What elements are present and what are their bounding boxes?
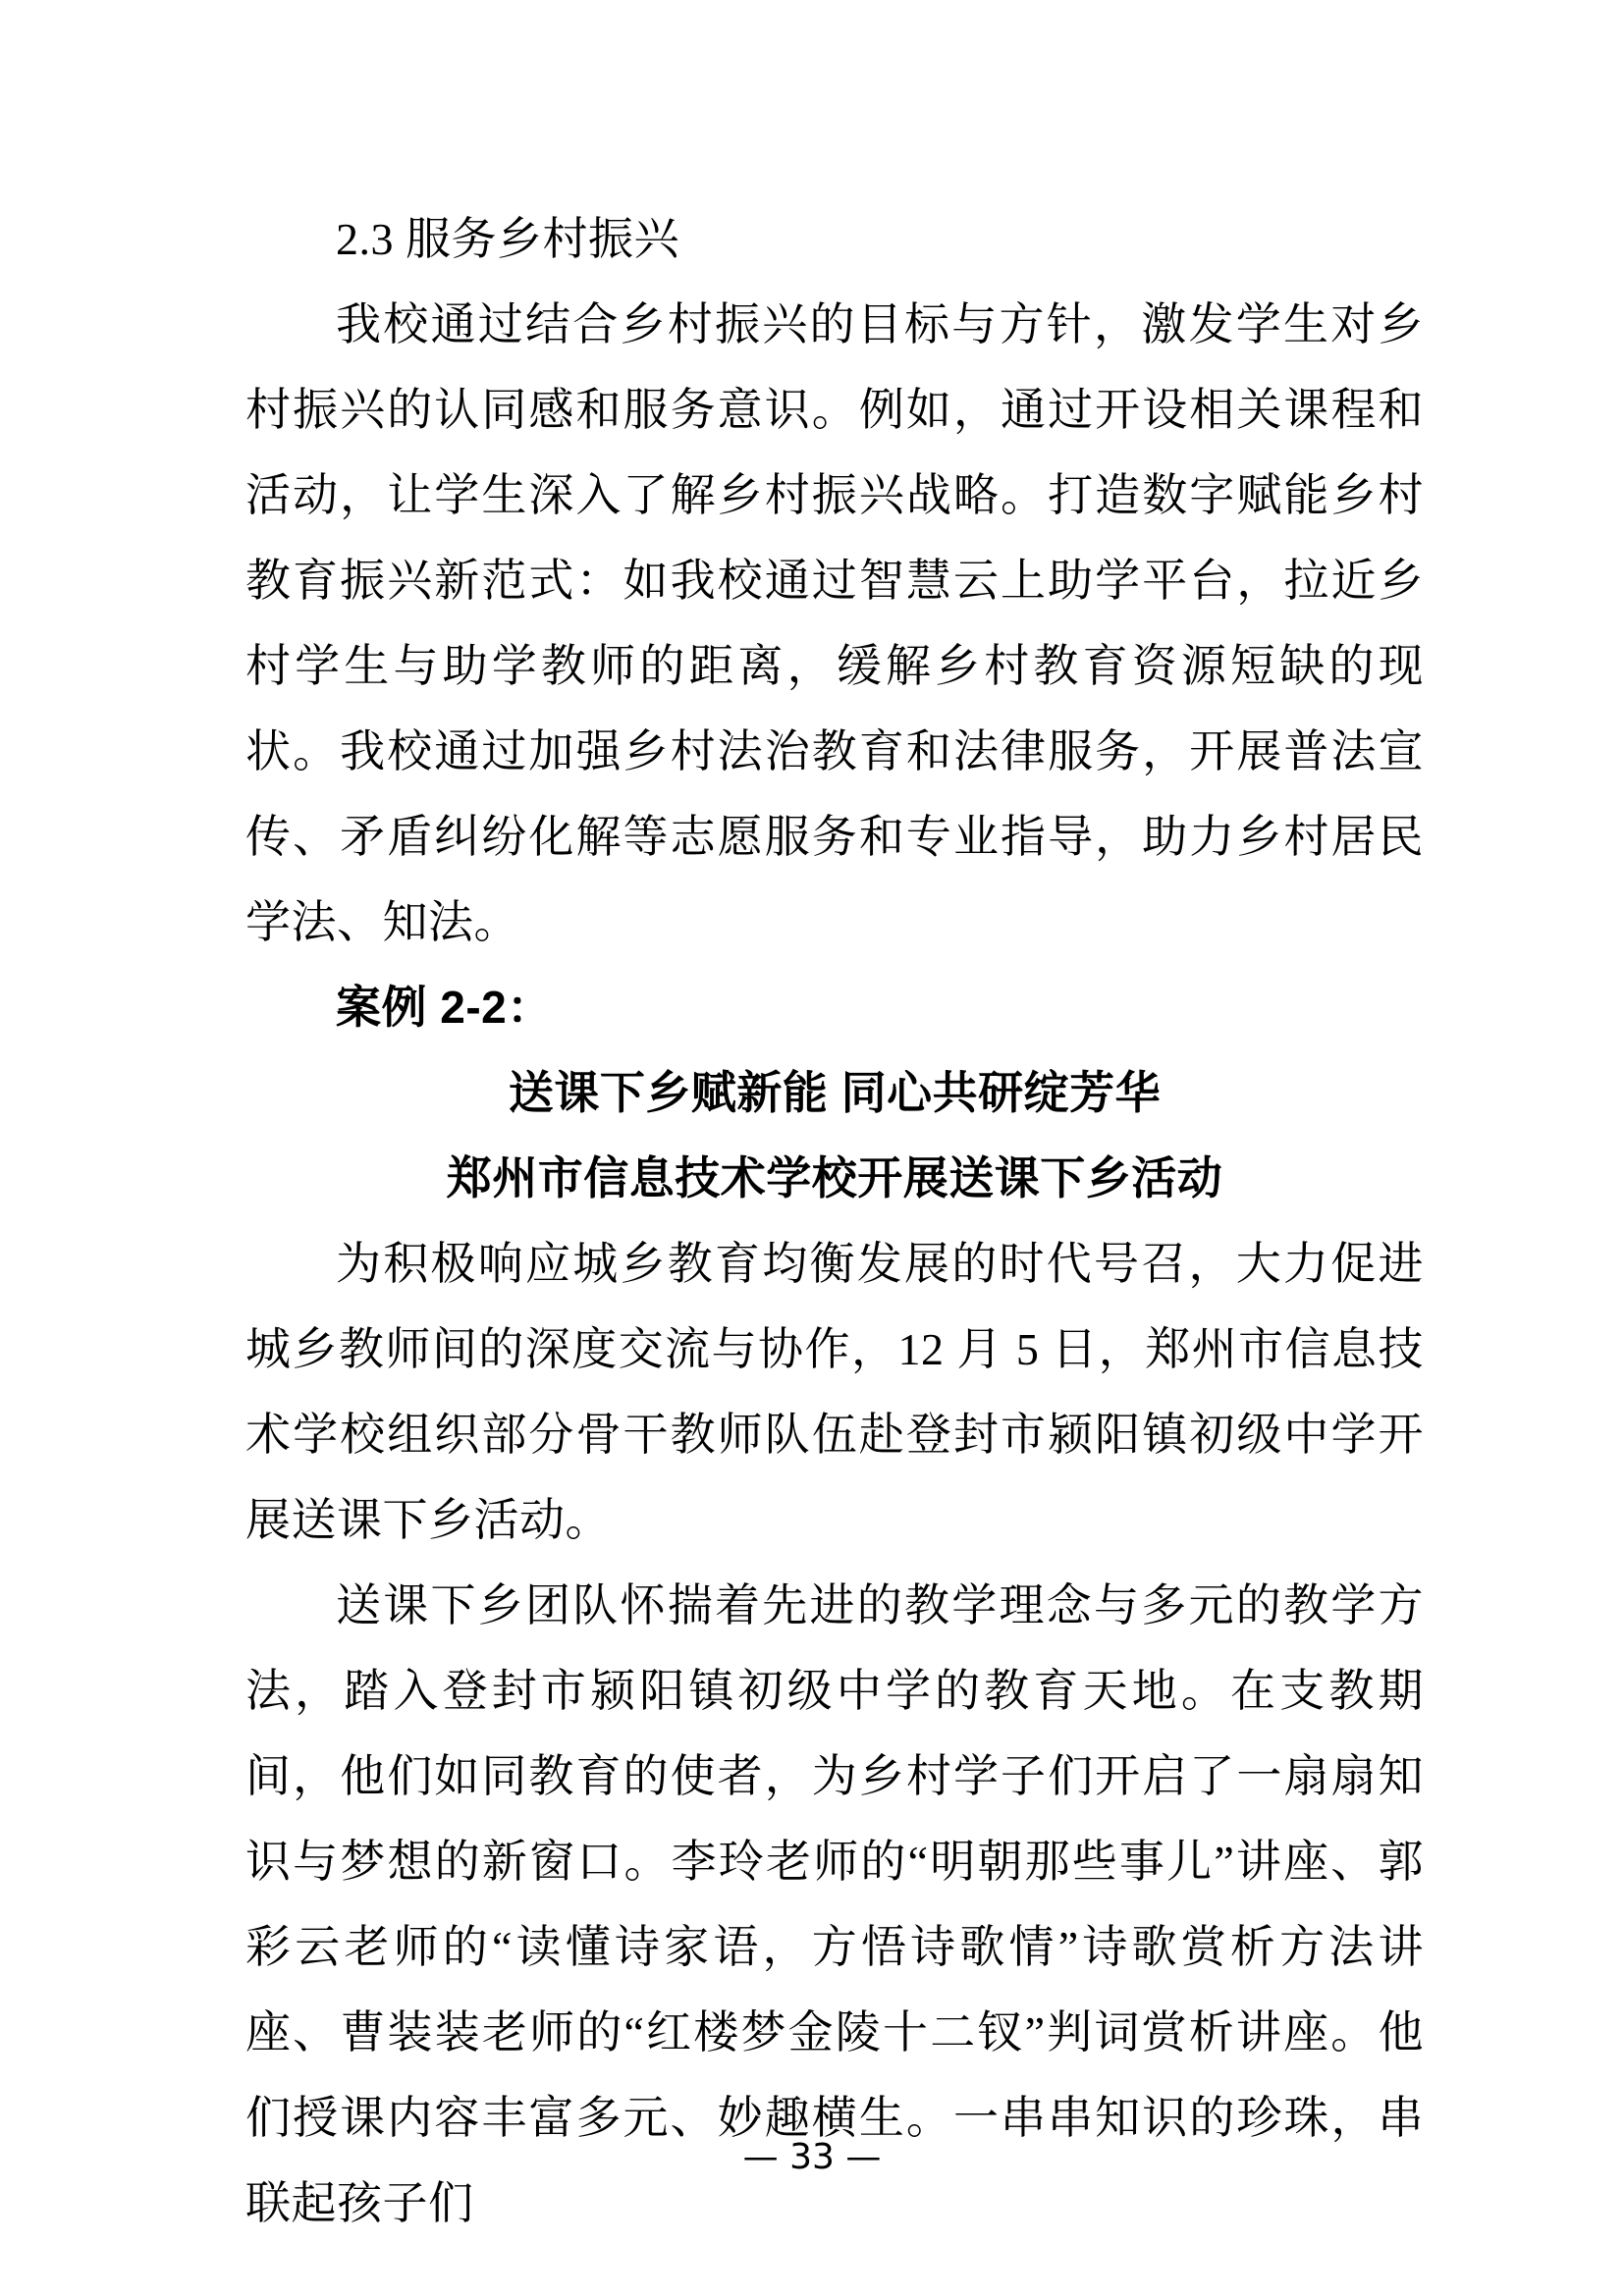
section-heading: 2.3 服务乡村振兴 <box>336 214 679 264</box>
page-number: — 33 — <box>742 2137 882 2177</box>
paragraph-case-intro: 为积极响应城乡教育均衡发展的时代号召，大力促进城乡教师间的深度交流与协作，12 月 5 日，郑州市信息技术学校组织部分骨干教师队伍赴登封市颍阳镇初级中学开展送课下乡活动。 <box>245 1239 1424 1545</box>
document-body <box>245 196 1424 2246</box>
case-title-line2: 郑州市信息技术学校开展送课下乡活动 <box>446 1152 1223 1203</box>
paragraph-service-rural: 我校通过结合乡村振兴的目标与方针，激发学生对乡村振兴的认同感和服务意识。例如，通过开设相关课程和活动，让学生深入了解乡村振兴战略。打造数字赋能乡村教育振兴新范式：如我校通过智慧云上助学平台，拉近乡村学生与助学教师的距离，缓解乡村教育资源短缺的现状。我校通过加强乡村法治教育和法律服务，开展普法宣传、矛盾纠纷化解等志愿服务和专业指导，助力乡村居民学法、知法。 <box>245 299 1424 947</box>
case-title-line1: 送课下乡赋新能 同心共研绽芳华 <box>508 1067 1162 1118</box>
paragraph-case-detail: 送课下乡团队怀揣着先进的教学理念与多元的教学方法，踏入登封市颍阳镇初级中学的教育天地。在支教期间，他们如同教育的使者，为乡村学子们开启了一扇扇知识与梦想的新窗口。李玲老师的“明朝那些事儿”讲座、郭彩云老师的“读懂诗家语，方悟诗歌情”诗歌赏析方法讲座、曹装装老师的“红楼梦金陵十二钗”判词赏析讲座。他们授课内容丰富多元、妙趣横生。一串串知识的珍珠，串联起孩子们 <box>245 1580 1424 2228</box>
case-label: 案例 2-2： <box>336 982 553 1033</box>
